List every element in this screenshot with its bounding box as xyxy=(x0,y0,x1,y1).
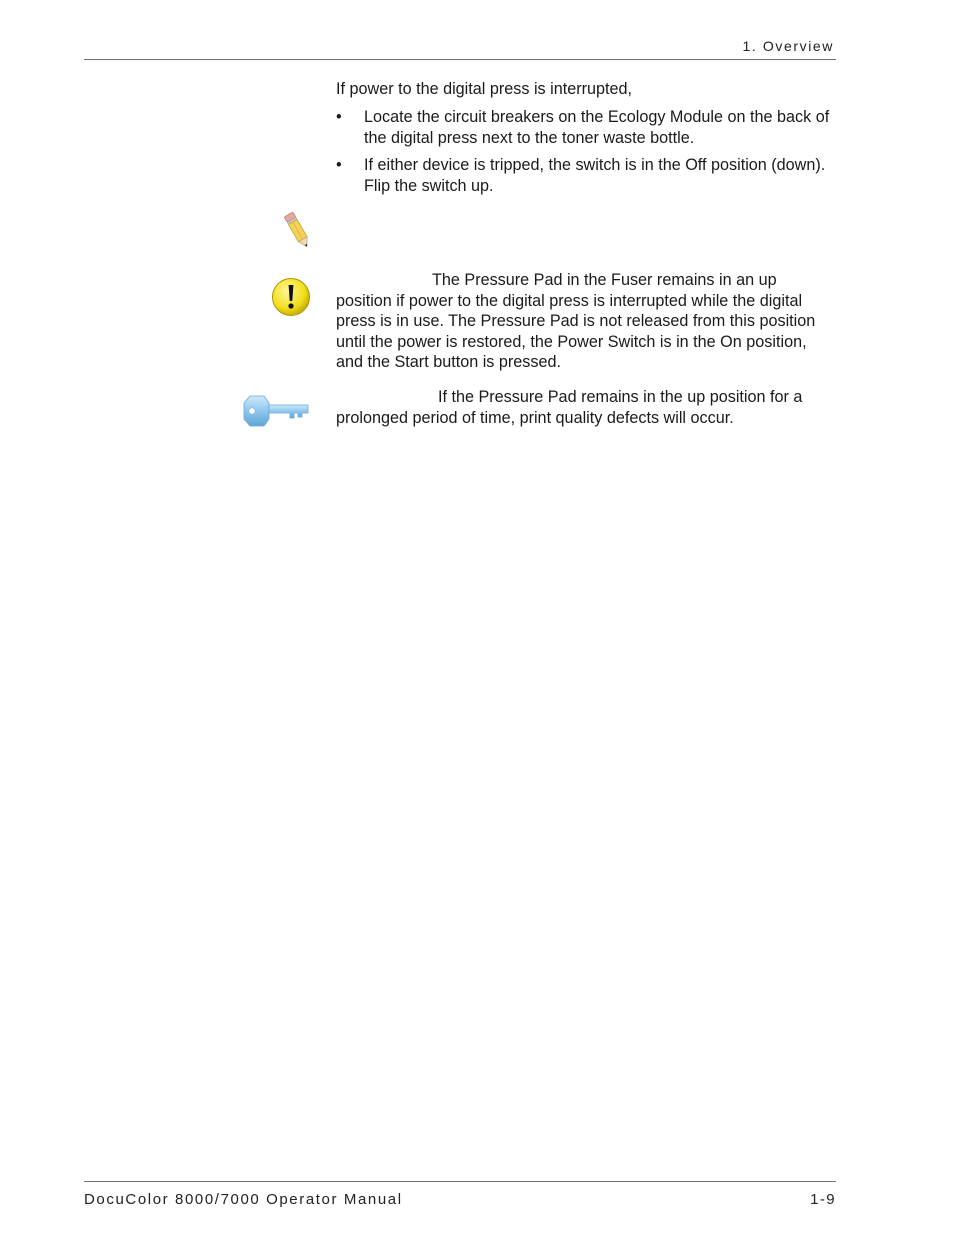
header-divider xyxy=(84,59,836,60)
footer-divider xyxy=(84,1181,836,1182)
tip-paragraph: If the Pressure Pad remains in the up position for a prolonged period of time, print quality defects will occur. xyxy=(336,388,803,427)
list-item-text: Locate the circuit breakers on the Ecology Module on the back of the digital press next to the toner waste bottle. xyxy=(364,108,830,147)
caution-paragraph: The Pressure Pad in the Fuser remains in an up position if power to the digital press is interrupted while the digital press is in use. The Pressure Pad is not released from this position until the power is restored, the Power Switch is in the On position, and the Start button is pressed. xyxy=(336,271,816,371)
page-number: 1-9 xyxy=(810,1191,836,1208)
bullet-marker: • xyxy=(336,156,342,174)
header-section-title: 1. Overview xyxy=(742,38,834,54)
key-icon xyxy=(240,393,312,429)
intro-paragraph: If power to the digital press is interrupted, xyxy=(336,80,633,98)
pencil-icon xyxy=(282,210,314,252)
list-item xyxy=(336,155,836,196)
list-item-text: If either device is tripped, the switch is in the Off position (down). Flip the switch up. xyxy=(364,156,826,195)
bullet-marker: • xyxy=(336,108,342,126)
exclamation-icon xyxy=(271,277,311,317)
footer-manual-title: DocuColor 8000/7000 Operator Manual xyxy=(84,1191,403,1208)
list-item xyxy=(336,107,836,148)
